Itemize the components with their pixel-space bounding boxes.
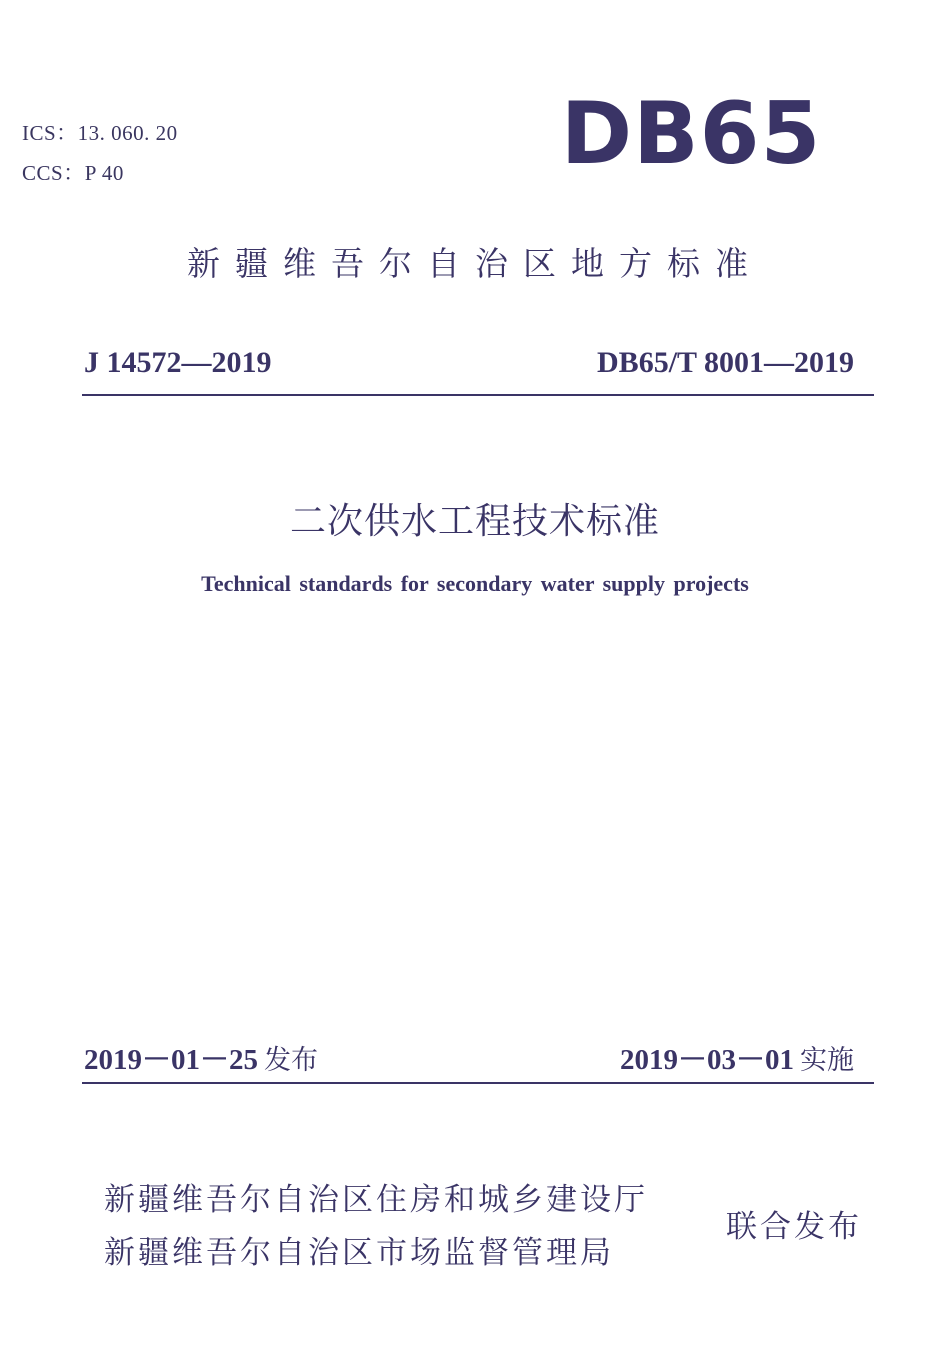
effective-label: 实施 [800,1045,854,1076]
top-divider [82,394,874,396]
org-title: 新疆维吾尔自治区地方标准 [187,244,763,283]
issuer-housing-dept: 新疆维吾尔自治区住房和城乡建设厅 [104,1182,648,1218]
db65-logo: DB65 [560,84,822,184]
joint-issue-label: 联合发布 [726,1209,862,1245]
effective-date: 2019－03－01 [619,1044,794,1076]
document-title-en: Technical standards for secondary water supply projects [201,571,749,596]
ccs-code: CCS：P 40 [22,161,124,185]
issuer-market-bureau: 新疆维吾尔自治区市场监督管理局 [104,1235,614,1271]
issue-date-block [84,1037,318,1078]
bottom-divider [82,1082,874,1084]
issue-date: 2019－01－25 [84,1044,259,1076]
effective-date-block [620,1037,854,1078]
record-number: J 14572—2019 [84,346,272,379]
standard-number: DB65/T 8001—2019 [597,346,854,379]
document-title-cn: 二次供水工程技术标准 [289,501,660,542]
issue-label: 发布 [264,1045,319,1076]
ics-code: ICS：13. 060. 20 [22,121,178,145]
